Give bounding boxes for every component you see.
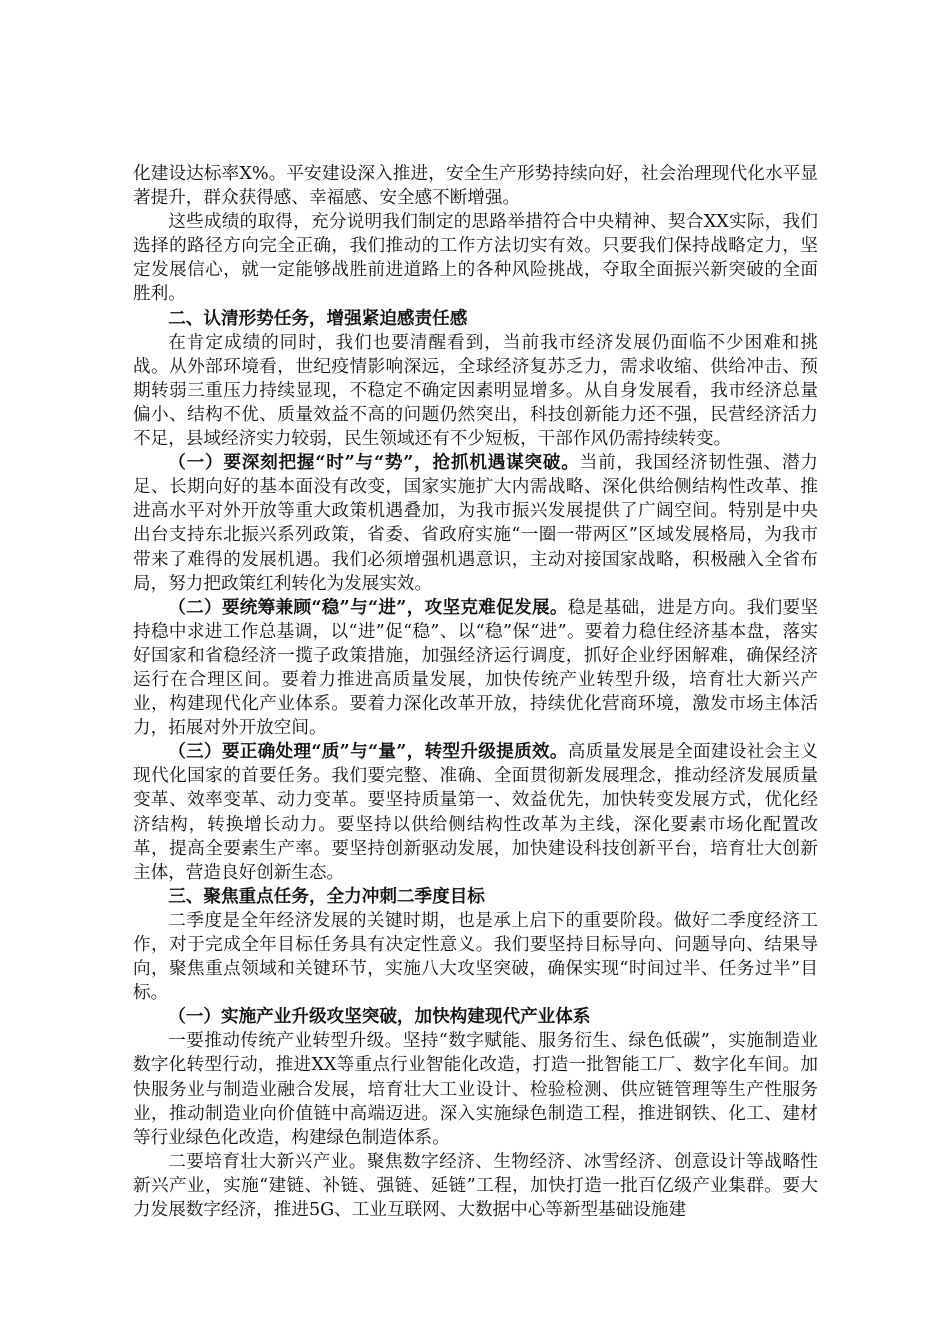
paragraph-subsection-2 <box>133 596 818 741</box>
paragraph-emerging-industry: 二要培育壮大新兴产业。聚焦数字经济、生物经济、冰雪经济、创意设计等战略性新兴产业，实施“建链、补链、强链、延链”工程，加快打造一批百亿级产业集群。要大力发展数字经济，推进5G、工业互联网、大数据中心等新型基础设施建 <box>133 1151 818 1221</box>
paragraph-subsection-1 <box>133 451 818 596</box>
section-heading-three: 三、聚焦重点任务，全力冲刺二季度目标 <box>168 885 485 907</box>
subsection-heading-1: （一）实施产业升级攻坚突破，加快构建现代产业体系 <box>168 1006 591 1028</box>
paragraph-achievements: 这些成绩的取得，充分说明我们制定的思路举措符合中央精神、契合XX实际，我们选择的路径方向完全正确，我们推动的工作方法切实有效。只要我们保持战略定力，坚定发展信心，就一定能够战胜前进道路上的各种风险挑战，夺取全面振兴新突破的全面胜利。 <box>133 212 818 305</box>
paragraph-continuation: 化建设达标率X%。平安建设深入推进，安全生产形势持续向好，社会治理现代化水平显著提升，群众获得感、幸福感、安全感不断增强。 <box>133 164 818 209</box>
subsection-lead: （一）要深刻把握“时”与“势”，抢抓机遇谋突破。 <box>168 452 580 474</box>
paragraph-subsection-3 <box>133 740 818 885</box>
subsection-text: 稳是基础，进是方向。我们要坚持稳中求进工作总基调，以“进”促“稳”、以“稳”保“进”。要着力稳住经济基本盘，落实好国家和省稳经济一揽子政策措施，加强经济运行调度，抓好企业纾困解难，确保经济运行在合理区间。要着力推进高质量发展，加快传统产业转型升级，培育壮大新兴产业，构建现代化产业体系。要着力深化改革开放，持续优化营商环境，激发市场主体活力，拓展对外开放空间。 <box>133 597 818 739</box>
paragraph-q2-intro: 二季度是全年经济发展的关键时期，也是承上启下的重要阶段。做好二季度经济工作，对于完成全年目标任务具有决定性意义。我们要坚持目标导向、问题导向、结果导向，聚焦重点领域和关键环节，实施八大攻坚突破，确保实现“时间过半、任务过半”目标。 <box>133 910 818 1004</box>
subsection-text: 高质量发展是全面建设社会主义现代化国家的首要任务。我们要完整、准确、全面贯彻新发展理念，推动经济发展质量变革、效率变革、动力变革。要坚持质量第一、效益优先，加快转变发展方式，优化经济结构，转换增长动力。要坚持以供给侧结构性改革为主线，深化要素市场化配置改革，提高全要素生产率。要坚持创新驱动发展，加快建设科技创新平台，培育壮大创新主体，营造良好创新生态。 <box>133 742 818 883</box>
section-heading-two: 二、认清形势任务，增强紧迫感责任感 <box>168 307 468 329</box>
subsection-lead: （二）要统筹兼顾“稳”与“进”，攻坚克难促发展。 <box>168 596 568 618</box>
subsection-lead: （三）要正确处理“质”与“量”，转型升级提质效。 <box>168 741 568 763</box>
paragraph-traditional-industry: 一要推动传统产业转型升级。坚持“数字赋能、服务衍生、绿色低碳”，实施制造业数字化转型行动，推进XX等重点行业智能化改造，打造一批智能工厂、数字化车间。加快服务业与制造业融合发展，培育壮大工业设计、检验检测、供应链管理等生产性服务业，推动制造业向价值链中高端迈进。深入实施绿色制造工程，推进钢铁、化工、建材等行业绿色化改造，构建绿色制造体系。 <box>133 1031 818 1148</box>
subsection-text: 当前，我国经济韧性强、潜力足、长期向好的基本面没有改变，国家实施扩大内需战略、深化供给侧结构性改革、推进高水平对外开放等重大政策机遇叠加，为我市振兴发展提供了广阔空间。特别是中央出台支持东北振兴系列政策，省委、省政府实施“一圈一带两区”区域发展格局，为我市带来了难得的发展机遇。我们必须增强机遇意识，主动对接国家战略，积极融入全省布局，努力把政策红利转化为发展实效。 <box>133 453 818 594</box>
paragraph-challenges: 在肯定成绩的同时，我们也要清醒看到，当前我市经济发展仍面临不少困难和挑战。从外部环境看，世纪疫情影响深远，全球经济复苏乏力，需求收缩、供给冲击、预期转弱三重压力持续显现，不稳定不确定因素明显增多。从自身发展看，我市经济总量偏小、结构不优、质量效益不高的问题仍然突出，科技创新能力还不强，民营经济活力不足，县域经济实力较弱，民生领域还有不少短板，干部作风仍需持续转变。 <box>133 332 818 450</box>
